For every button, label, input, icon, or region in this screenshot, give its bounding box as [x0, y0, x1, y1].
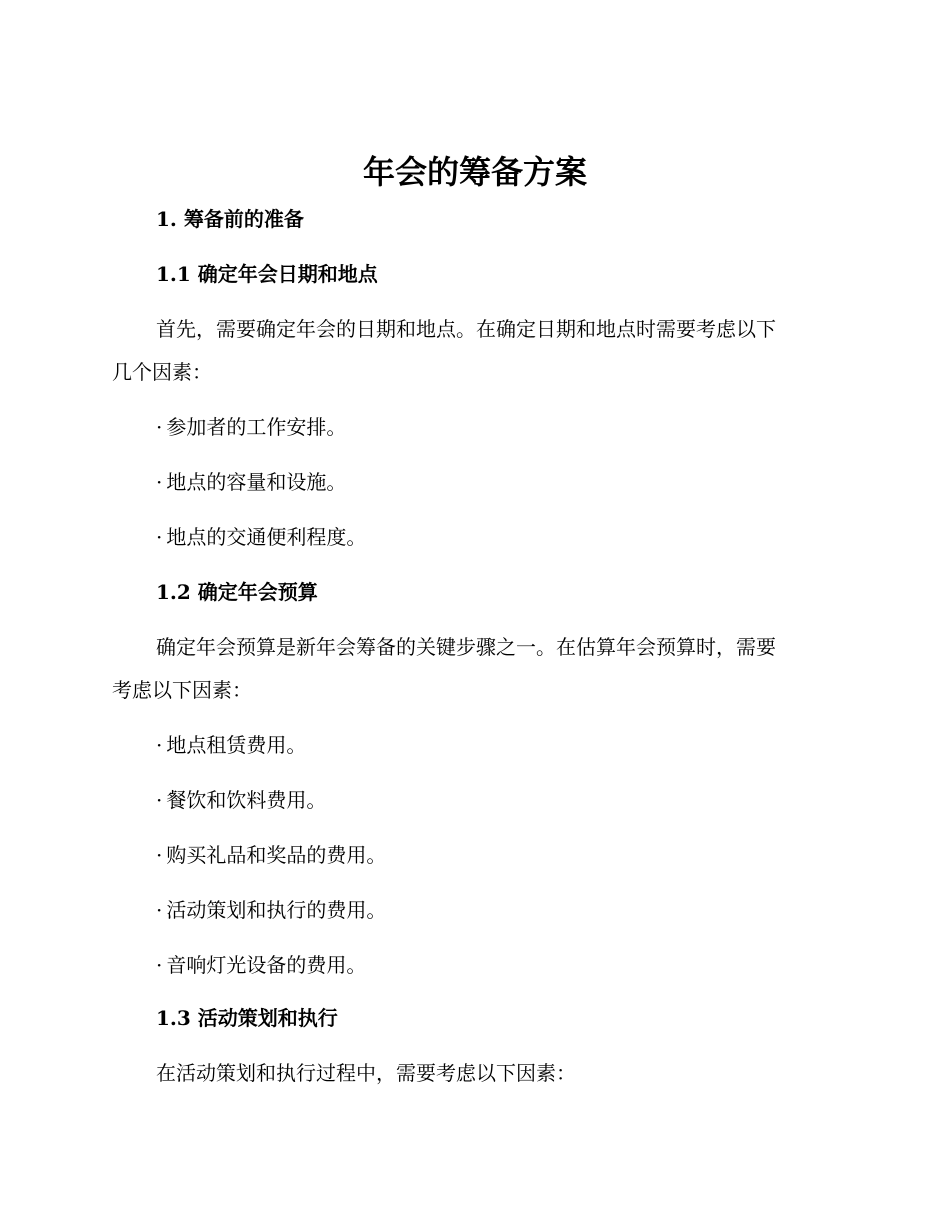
list-item [156, 468, 346, 496]
bullet-marker: · [156, 415, 163, 439]
section-heading-1: 1. 筹备前的准备 [156, 207, 304, 231]
bullet-marker: · [156, 898, 163, 922]
list-item-text: 地点的交通便利程度。 [166, 525, 367, 549]
subsection-heading-1-3: 1.3 活动策划和执行 [156, 1006, 338, 1030]
list-item-text: 参加者的工作安排。 [166, 415, 347, 439]
list-item [156, 523, 366, 551]
paragraph-1-3-line-1: 在活动策划和执行过程中，需要考虑以下因素： [156, 1061, 576, 1085]
bullet-marker: · [156, 788, 163, 812]
list-item-text: 餐饮和饮料费用。 [166, 788, 327, 812]
paragraph-1-1-line-2: 几个因素： [112, 360, 212, 384]
bullet-marker: · [156, 733, 163, 757]
bullet-marker: · [156, 843, 163, 867]
bullet-marker: · [156, 470, 163, 494]
paragraph-1-2-line-1: 确定年会预算是新年会筹备的关键步骤之一。在估算年会预算时，需要 [156, 635, 776, 659]
list-item [156, 951, 366, 979]
list-item-text: 地点租赁费用。 [166, 733, 307, 757]
list-item-text: 地点的容量和设施。 [166, 470, 347, 494]
subsection-heading-1-2: 1.2 确定年会预算 [156, 580, 318, 604]
paragraph-1-1-line-1: 首先，需要确定年会的日期和地点。在确定日期和地点时需要考虑以下 [156, 317, 776, 341]
list-item [156, 841, 386, 869]
list-item [156, 896, 386, 924]
document-title: 年会的筹备方案 [362, 153, 587, 191]
bullet-marker: · [156, 525, 163, 549]
list-item-text: 购买礼品和奖品的费用。 [166, 843, 387, 867]
list-item [156, 731, 306, 759]
paragraph-1-2-line-2: 考虑以下因素： [112, 678, 252, 702]
list-item-text: 活动策划和执行的费用。 [166, 898, 387, 922]
bullet-marker: · [156, 953, 163, 977]
subsection-heading-1-1: 1.1 确定年会日期和地点 [156, 262, 378, 286]
list-item [156, 413, 346, 441]
list-item [156, 786, 326, 814]
list-item-text: 音响灯光设备的费用。 [166, 953, 367, 977]
